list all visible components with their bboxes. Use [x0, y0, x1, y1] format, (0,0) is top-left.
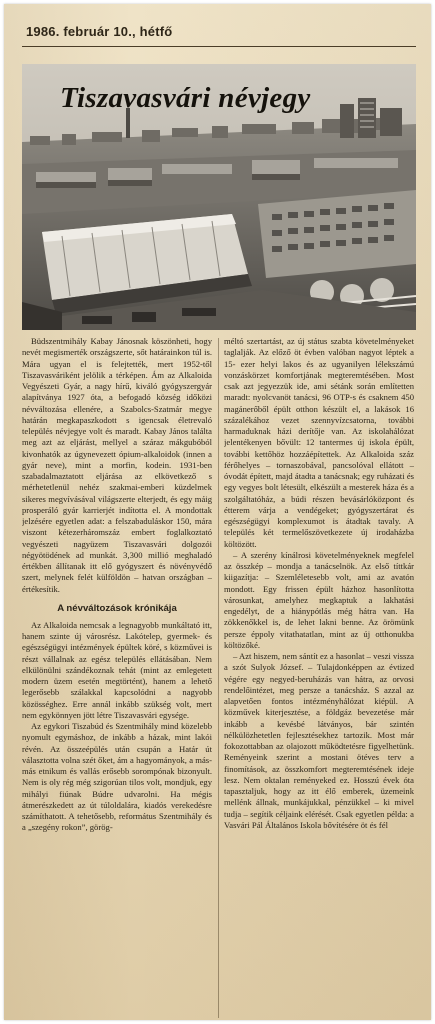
article-column-left	[22, 336, 212, 1020]
paragraph: Az Alkaloida nemcsak a legnagyobb munkáltató itt, hanem szinte új városrész. Lakótelep, gyermek- és egészségügyi intézmények épültek köré, s közművei is részt vállalnak az egész település ellátásában. Nem elkülönülni szándékoznak tehát (mint az emlegetett modern üzem esetén megtörtént), hanem a lehető legerősebb szálakkal kapcsolódni a nagyobb közösséghez. Erre annál inkább szükség volt, mert nem egykönnyen jött létre Tiszavasvári egysége.	[22, 619, 212, 720]
aerial-photo	[22, 64, 416, 330]
paragraph: – A szerény kínálrosi követelményeknek megfelel az összkép – mondja a tanácselnök. Az első títtkár kiigazítja: – Szemléletesebb volt, ami az avatón mondott. Egy frissen épült házhoz hasonlította városunkat, amelyhez megkaptuk a lakhatási engedélyt, de a hiánypótlás még hátra van. Ha zökkenőkkel is, de lehet lakni benne. Az örömünk persze éppoly vitathatatlan, mint az új otthonukba költözőké.	[224, 549, 414, 650]
newspaper-clipping	[4, 4, 431, 1020]
paragraph: méltó szertartást, az új státus szabta követelményeket taglalják. Az előző öt évben valóban nagyot léptek a 15- ezer helyi lakos és az ugyanilyen lélekszámú vonzáskörzet komfortjának megteremtésében. Most csak azt jegyezzük ide, ami sétánk során említetten maradt: nyolcvanöt tanácsi, 96 OTP-s és csaknem 450 magánerőből épült otthon készült el, a lakások 16 százalékához vezet szennyvízcsatorna, további harmaduknak házi derítője van. Az iskolahálózat jelentékenyen bővült: 12 tantermes új iskola épült, további kettőhöz hozzáépítettek. Az Alkaloida száz férőhelyes – tornaszobával, pancsolóval ellátott – óvodát épített, majd átadta a tanácsnak; egy ruházati és egy vegyes bolt létesült, elkészült a mesterek háza és a szolgáltatóház, a búdi részen bevásárlóközpont és étterem várja a vendégeket; gyógyszertárat és egészségügyi komplexumot is átadtak tavaly. A település két termelőszövetkezete új irodaházba költözött.	[224, 336, 414, 549]
article-headline: Tiszavasvári névjegy	[60, 82, 311, 114]
section-subheading: A névváltozások krónikája	[57, 602, 177, 614]
header-rule	[22, 46, 416, 47]
paragraph: Az egykori Tiszabúd és Szentmihály mind közelebb nyomult egymáshoz, de inkább a házak, mint lakói révén. Az összeépülés után csupán a Határ út választotta volna szét őket, ám a hagyományok, a más-más etnikum és vallás erősebb sorompónak bizonyult. Nem is oly rég még szigorúan tilos volt, mondjuk, egy mihályi fiúnak Búdre udvarolni. Ha mégis átmerészkedett az út túloldalára, kiadós verekedésre számíthatott. A tehetősebb, református Szentmihály és a „szegény rokon”, görög-	[22, 721, 212, 833]
dateline: 1986. február 10., hétfő	[26, 24, 173, 39]
paragraph: – Azt hiszem, nem sántít ez a hasonlat – veszi vissza a szót Sulyok József. – Tulajdonképpen az évtized végére egy negyed-beruházás van hátra, az orvosi rendelőintézet, meg persze a tanácsház. S azzal az alapvetően fontos intézményhálózat kiépül. A közművek kiterjesztése, a földgáz bevezetése már inkább a kevésbé látványos, bár szintén nélkülözhetetlen fejlesztésekhez tartozik. Most már fokozottabban az olajozott működtetésre figyelhetünk. Reményeink szerint a mostani ötéves terv a finomítások, az összkomfort megteremtésének ideje lesz. Nem oktalan reményeked ez. Hosszú évek óta tapasztaljuk, hogy az itt élő emberek, üzemeink mellénk állnak, munkájukkal, pénzükkel – ki mivel tudja – segítik céljaink elérését. Csak egyetlen példa: a Vasvári Pál Általános Iskola bővítésére öt és fél	[224, 651, 414, 830]
article-body	[22, 336, 416, 1020]
column-divider	[218, 338, 219, 1018]
article-column-right	[224, 336, 414, 1020]
paragraph: Büdszentmihály Kabay Jánosnak köszönheti, hogy nevét megismerték országszerte, sőt határainkon túl is. Mára ugyan el is felejtették, mert 1952-től Tiszavasváriként jelölik a térképen. Ám az Alkaloida Vegyészeti Gyár, a nagy hírű, kiváló gyógyszergyár alapítványa 1927 óta, a befogadó község időközi névváltozása ellenére, a Szabolcs-Szatmár megye határán megkapaszkodott s igencsak életrevaló település névjegye volt és maradt. Kabay János találta meg azt az eljárást, mellyel a száraz mákgubóból kivonhatók az úgynevezett ópium-alkaloidok (innen a gyár neve), mint a morfin, kodein. 1931-ben szabadalmaztatott eljárása az elkövetkező s mérhetetlenül nehéz szakmai-emberi küzdelmek sikeres megvívásával világszerte elterjedt, és egy máig prosperáló gyár karrierjét indította el. A mondottak jelzésére egyetlen adat: a felszabaduláskor 150, mára viszont kétezerháromszáz embert foglalkoztató vegyészeti nagyüzem Tiszavasvári dolgozói négyötödének ad munkát. 3,300 millió meghaladó értékben állítanak itt elő gyógyszert és növényvédő szert, melynek felét külföldön – hatvan országban – értékesítik.	[22, 336, 212, 594]
